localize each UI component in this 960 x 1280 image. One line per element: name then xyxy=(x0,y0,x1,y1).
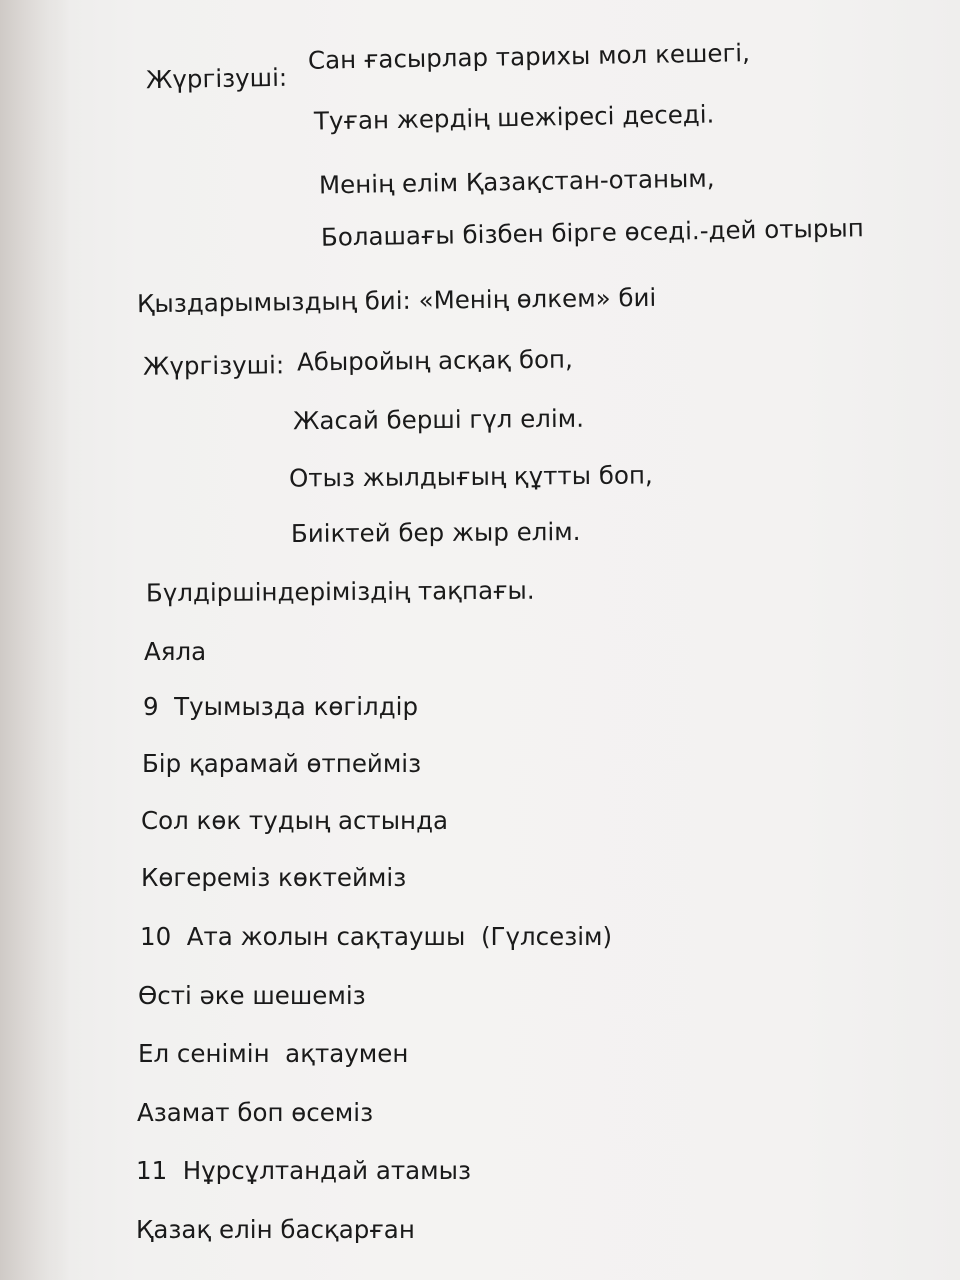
verse-line: Абыройың асқақ боп, xyxy=(296,344,573,377)
poem-line: Сол көк тудың астында xyxy=(141,806,449,835)
speaker-label: Жүргізуші: xyxy=(142,350,285,381)
verse-line: Менің елім Қазақстан-отаным, xyxy=(318,163,715,200)
poem-line: Көгереміз көктейміз xyxy=(141,863,407,892)
verse-line: Биіктей бер жыр елім. xyxy=(290,516,581,549)
poem-line: Қазақ елін басқарған xyxy=(136,1215,415,1244)
verse-line: Туған жердің шежіресі деседі. xyxy=(313,99,715,136)
performer-name: Аяла xyxy=(144,637,207,666)
poem-line: 10 Ата жолын сақтаушы xyxy=(140,922,466,951)
dance-announcement: Қыздарымыздың биі: «Менің өлкем» биі xyxy=(136,282,657,319)
poem-line: Азамат боп өсеміз xyxy=(137,1098,374,1127)
poem-line: 9 Туымызда көгілдір xyxy=(143,692,418,721)
poem-line: 11 Нұрсұлтандай атамыз xyxy=(136,1156,471,1185)
speaker-label: Жүргізуші: xyxy=(145,62,288,95)
poem-line: Ел сенімін ақтаумен xyxy=(138,1039,409,1068)
section-title: Бүлдіршіндеріміздің тақпағы. xyxy=(145,575,535,608)
performer-name: (Гүлсезім) xyxy=(481,922,613,951)
verse-line: Болашағы бізбен бірге өседі.-дей отырып xyxy=(320,213,864,252)
verse-line: Жасай берші гүл елім. xyxy=(292,403,585,436)
poem-line: Бір қарамай өтпейміз xyxy=(142,749,422,778)
verse-line: Отыз жылдығың құтты боп, xyxy=(288,460,653,493)
poem-line: Өсті әке шешеміз xyxy=(138,981,366,1010)
page-binding-shadow xyxy=(0,0,70,1280)
verse-line: Сан ғасырлар тарихы мол кешегі, xyxy=(307,38,751,75)
